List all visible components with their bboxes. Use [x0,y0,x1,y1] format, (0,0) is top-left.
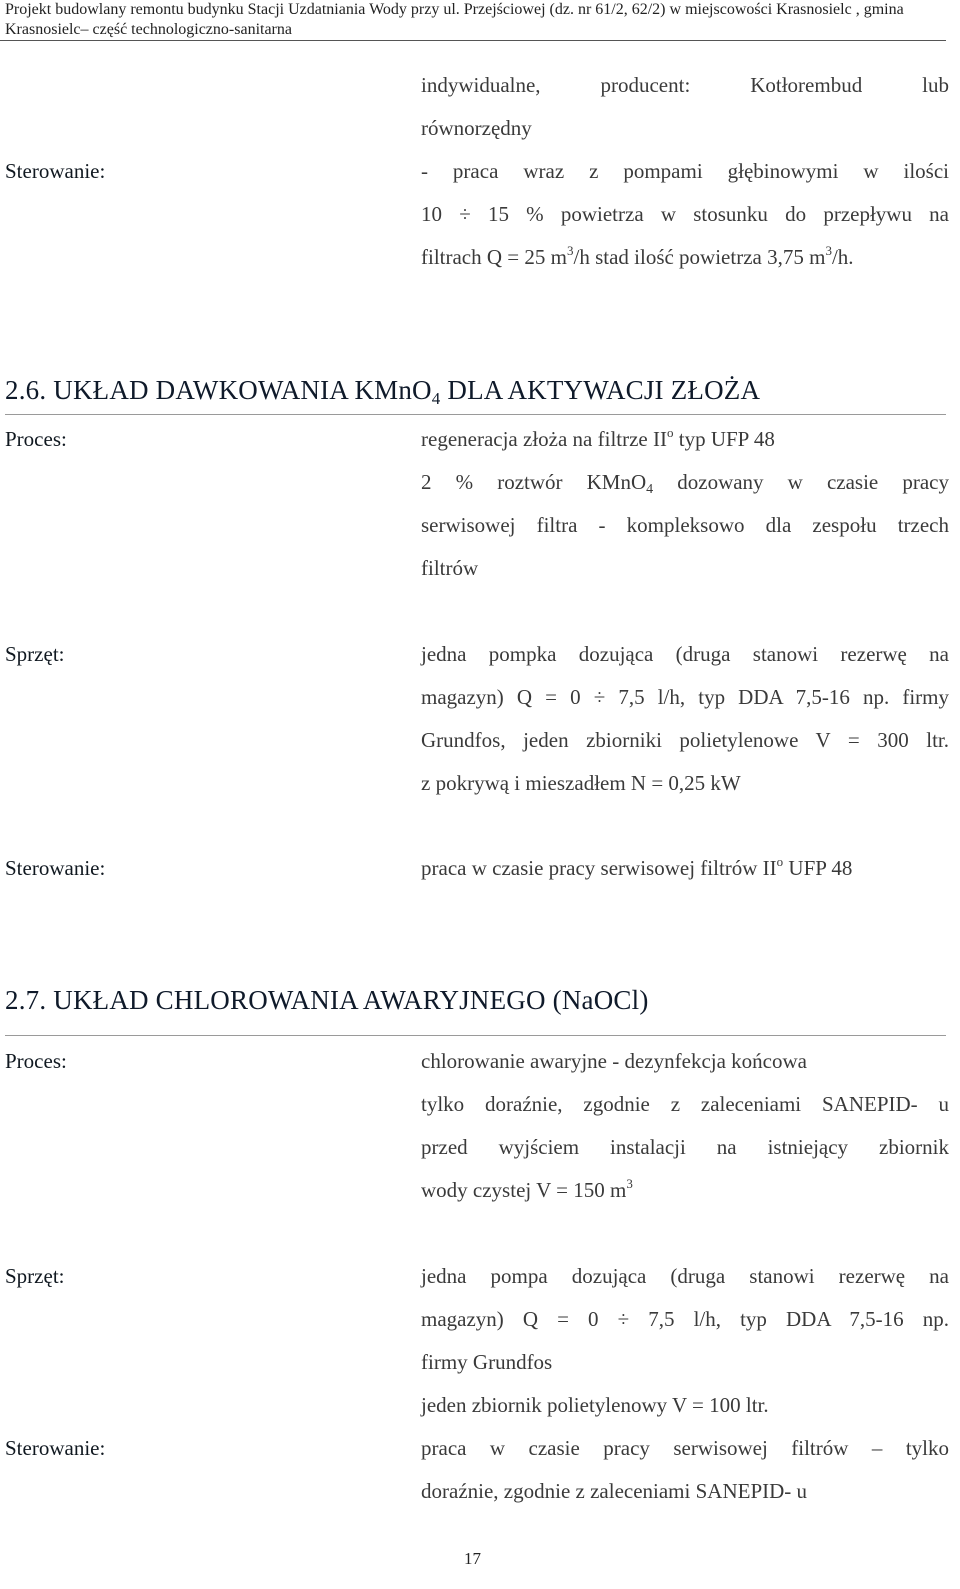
header-line-2: Krasnosielc– część technologiczno-sanitarna [5,21,292,38]
superscript: 3 [626,1176,633,1191]
section-rule [5,1035,946,1036]
continuation-text [421,64,949,150]
page-header [0,0,946,41]
section-2-7-heading: 2.7. UKŁAD CHLOROWANIA AWARYJNEGO (NaOCl) [5,985,649,1015]
process-line-4: filtrów [421,556,479,580]
process-line-1 [421,418,949,461]
text-part: 2 % roztwór KMnO [421,470,647,494]
control-line-2: doraźnie, zgodnie z zaleceniami SANEPID- u [421,1479,808,1503]
equipment-line-3: firmy Grundfos [421,1350,553,1374]
control-text [421,1427,949,1513]
control-text [421,847,949,890]
process-text [421,1040,949,1212]
equipment-line-1: jedna pompka dozująca (druga stanowi rezerwę na [421,642,949,666]
superscript: 3 [825,243,832,258]
page-number: 17 [464,1549,481,1568]
text-part: typ UFP 48 [673,427,775,451]
control-label: Sterowanie: [5,856,106,880]
section-2-6-heading [5,372,946,408]
process-line-2 [421,461,949,504]
word-3: Kotłorembud [750,73,863,97]
superscript: 3 [566,243,574,258]
header-line-1: Projekt budowlany remontu budynku Stacji Uzdatniania Wody przy ul. Przejściowej (dz. nr 61/2, 62/2) w miejscowości Krasnosielc , gmina [5,1,904,18]
process-text [421,418,949,590]
equipment-text [421,1255,949,1427]
control-line-1: - praca wraz z pompami głębinowymi w ilości [421,159,949,183]
process-label: Proces: [5,1049,67,1073]
equipment-label: Sprzęt: [5,642,65,666]
text-part: filtrach Q = 25 m [421,245,567,269]
equipment-line-4: z pokrywą i mieszadłem N = 0,25 kW [421,771,741,795]
equipment-text [421,633,949,805]
equipment-line-1: jedna pompa dozująca (druga stanowi rezerwę na [421,1264,949,1288]
process-line-4 [421,1169,949,1212]
heading-part: DLA AKTYWACJI ZŁOŻA [440,375,761,405]
control-line-1: praca w czasie pracy serwisowej filtrów – tylko [421,1436,949,1460]
process-line-2: tylko doraźnie, zgodnie z zaleceniami SANEPID- u [421,1092,949,1116]
process-line-3: przed wyjściem instalacji na istniejący zbiornik [421,1135,949,1159]
continuation-line-2: równorzędny [421,116,532,140]
equipment-line-4: jeden zbiornik polietylenowy V = 100 ltr. [421,1393,769,1417]
control-line-3 [421,236,949,279]
word-4: lub [922,73,949,97]
text-part: /h. [831,245,854,269]
process-label: Proces: [5,427,67,451]
process-line-3: serwisowej filtra - kompleksowo dla zespołu trzech [421,513,949,537]
control-label: Sterowanie: [5,1436,106,1460]
equipment-line-2: magazyn) Q = 0 ÷ 7,5 l/h, typ DDA 7,5-16 np. [421,1307,949,1331]
continuation-line-1 [421,64,949,107]
text-part: regeneracja złoża na filtrze II [421,427,667,451]
text-part: dozowany w czasie pracy [653,470,949,494]
control-label: Sterowanie: [5,159,106,183]
word-2: producent: [600,73,691,97]
control-line-1 [421,847,949,890]
control-text [421,150,949,279]
word-1: indywidualne, [421,73,541,97]
heading-part: 2.6. UKŁAD DAWKOWANIA KMnO [5,375,432,405]
process-line-1: chlorowanie awaryjne - dezynfekcja końcowa [421,1049,807,1073]
text-part: praca w czasie pracy serwisowej filtrów II [421,856,777,880]
text-part: UFP 48 [783,856,853,880]
equipment-line-3: Grundfos, jeden zbiorniki polietylenowe V = 300 ltr. [421,728,949,752]
superscript: o [666,425,674,440]
text-part: wody czystej V = 150 m [421,1178,627,1202]
equipment-label: Sprzęt: [5,1264,65,1288]
equipment-line-2: magazyn) Q = 0 ÷ 7,5 l/h, typ DDA 7,5-16 np. firmy [421,685,949,709]
subscript: 4 [646,482,654,497]
superscript: o [776,854,784,869]
section-rule [5,414,946,415]
control-line-2: 10 ÷ 15 % powietrza w stosunku do przepływu na [421,202,949,226]
text-part: /h stad ilość powietrza 3,75 m [573,245,826,269]
subscript: 4 [431,389,441,408]
